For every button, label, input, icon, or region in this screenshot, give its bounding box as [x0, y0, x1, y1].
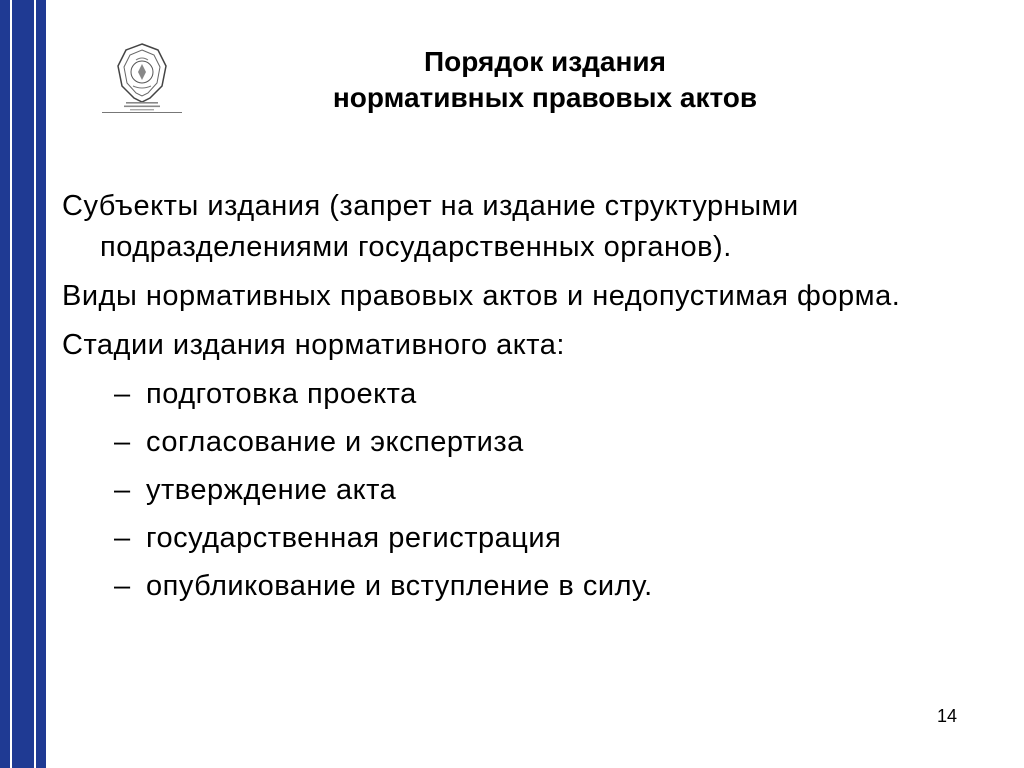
- stage-item: [62, 566, 932, 606]
- bar-stripe: [10, 0, 12, 768]
- stage-text: подготовка проекта: [146, 378, 417, 410]
- stage-text: согласование и экспертиза: [146, 426, 524, 458]
- slide-title: [230, 44, 860, 116]
- left-decorative-bar: [0, 0, 46, 768]
- bar-stripe: [34, 0, 36, 768]
- dash-marker: –: [114, 522, 131, 554]
- stage-text: утверждение акта: [146, 474, 397, 506]
- title-line-2: нормативных правовых актов: [332, 82, 758, 113]
- slide-content: [62, 186, 932, 614]
- stage-item: [62, 422, 932, 462]
- stage-item: [62, 518, 932, 558]
- dash-marker: –: [114, 426, 131, 458]
- list-item: Субъекты издания (запрет на издание структурными подразделениями государственных органов).: [62, 190, 799, 263]
- stage-text: государственная регистрация: [146, 522, 562, 554]
- university-emblem-logo: [100, 40, 184, 114]
- dash-marker: –: [114, 474, 131, 506]
- list-item: Стадии издания нормативного акта:: [62, 329, 565, 361]
- page-number: 14: [936, 706, 958, 726]
- dash-marker: –: [114, 570, 131, 602]
- list-item: Виды нормативных правовых актов и недопустимая форма.: [62, 280, 901, 312]
- title-line-1: Порядок издания: [424, 46, 666, 77]
- stage-item: [62, 470, 932, 510]
- stage-item: [62, 374, 932, 414]
- stage-text: опубликование и вступление в силу.: [146, 570, 653, 602]
- dash-marker: –: [114, 378, 131, 410]
